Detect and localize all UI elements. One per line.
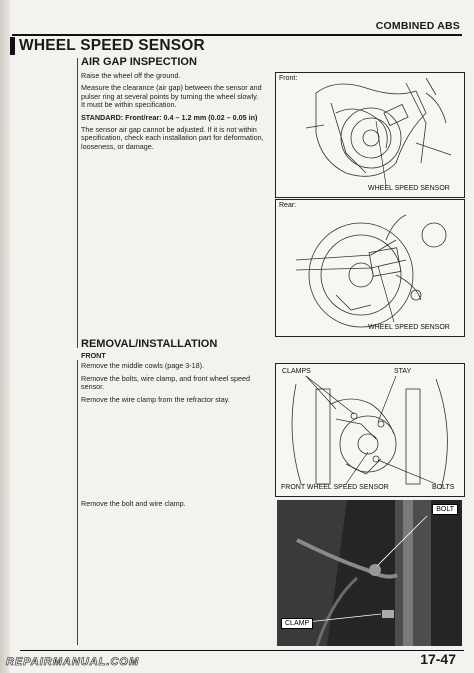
front-wheel-illustration (276, 73, 464, 197)
removal-step-4: Remove the bolt and wire clamp. (81, 499, 186, 508)
section-header-label: COMBINED ABS (375, 20, 460, 32)
header-rule (12, 34, 462, 36)
front-sensor-callout: WHEEL SPEED SENSOR (368, 185, 450, 192)
footer-rule (20, 650, 464, 651)
page-number: 17-47 (420, 651, 456, 667)
removal-text (81, 352, 271, 408)
air-gap-standard: STANDARD: Front/rear: 0.4 – 1.2 mm (0.02 – 0.05 in) (81, 112, 258, 122)
clamps-callout: CLAMPS (282, 368, 311, 375)
removal-step-1: Remove the middle cowls (page 3-18). (81, 361, 205, 371)
air-gap-step-2: Measure the clearance (air gap) between the sensor and pulser ring at several points by turning the wheel slowly. (81, 83, 262, 101)
watermark: REPAIRMANUAL.COM (6, 656, 140, 668)
bolt-photo-tag: BOLT (432, 504, 458, 515)
rear-figure-label: Rear: (279, 202, 297, 209)
removal-heading: REMOVAL/INSTALLATION (81, 338, 218, 350)
rear-wheel-illustration (276, 200, 464, 336)
rear-sensor-figure (275, 199, 465, 337)
front-figure-label: Front: (279, 75, 298, 82)
margin-divider-top (77, 58, 78, 348)
air-gap-note: The sensor air gap cannot be adjusted. If it is not within specification, check each installation part for deformation, looseness, or damage. (81, 125, 264, 151)
removal-step-2: Remove the bolts, wire clamp, and front wheel speed sensor. (81, 373, 250, 392)
air-gap-step-3: It must be within specification. (81, 100, 177, 110)
margin-divider-middle (77, 360, 78, 500)
rear-sensor-callout: WHEEL SPEED SENSOR (368, 324, 450, 331)
clamp-photo-tag: CLAMP (281, 618, 313, 629)
bolts-callout: BOLTS (432, 484, 455, 491)
front-sensor-callout-removal: FRONT WHEEL SPEED SENSOR (281, 484, 389, 491)
page-title: WHEEL SPEED SENSOR (10, 37, 209, 55)
air-gap-heading: AIR GAP INSPECTION (81, 56, 197, 68)
removal-step-3: Remove the wire clamp from the refractor stay. (81, 394, 230, 404)
air-gap-step-1: Raise the wheel off the ground. (81, 71, 181, 80)
front-sensor-removal-figure (275, 363, 465, 497)
front-sensor-figure (275, 72, 465, 198)
stay-callout: STAY (394, 368, 412, 375)
bolt-clamp-photo (277, 500, 462, 646)
front-fork-illustration (276, 364, 464, 496)
air-gap-text (81, 72, 271, 155)
removal-subheading: FRONT (81, 351, 106, 360)
margin-divider-bottom (77, 500, 78, 645)
bolt-removal-text (81, 500, 271, 512)
section-tab-edge (0, 0, 10, 673)
